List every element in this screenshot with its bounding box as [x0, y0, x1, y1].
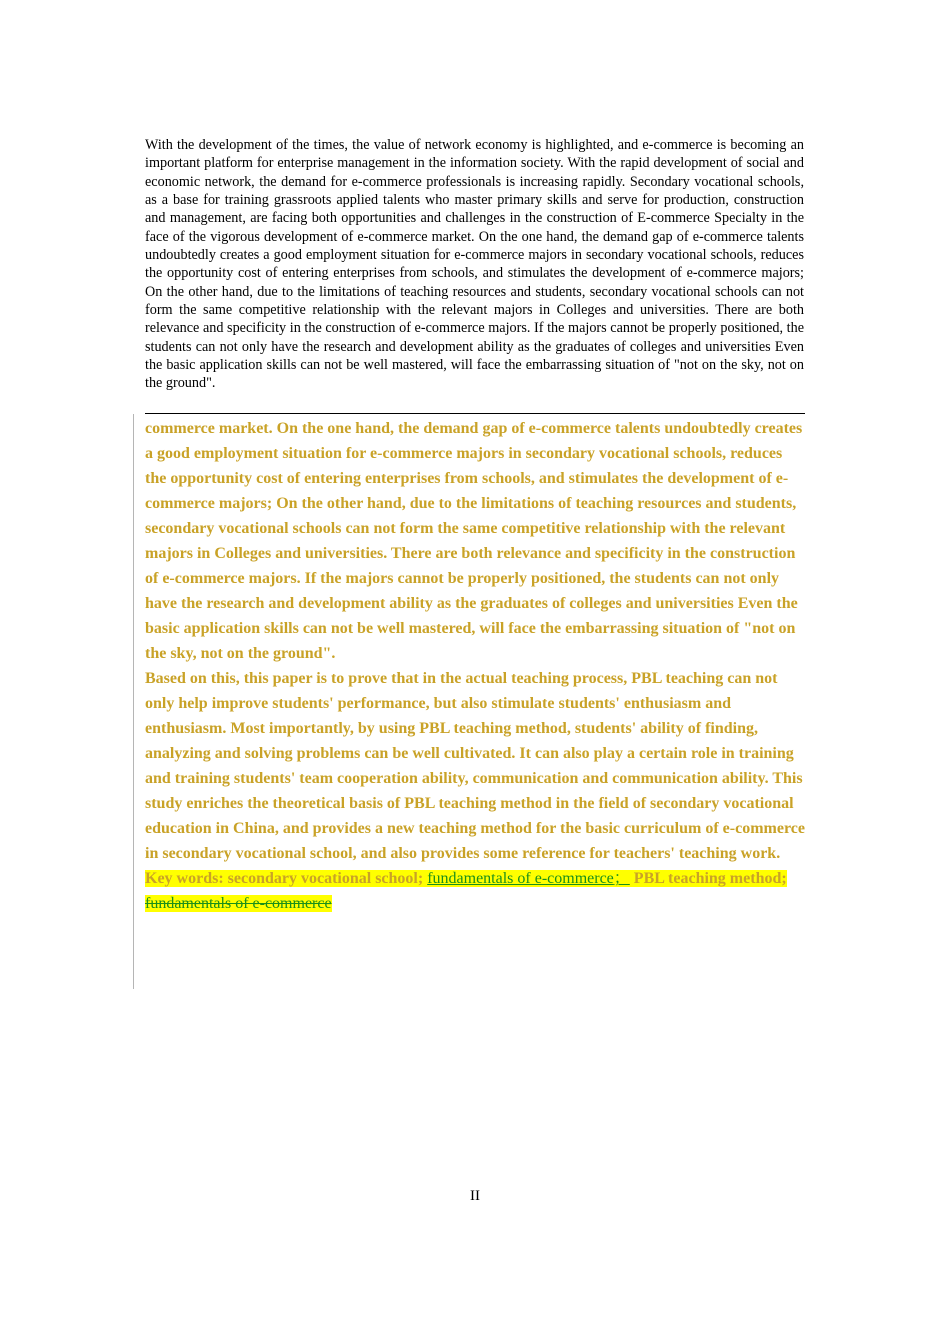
change-bar — [133, 414, 134, 989]
page-number: II — [470, 1188, 480, 1204]
tracked-paragraph-2: Based on this, this paper is to prove that in the actual teaching process, PBL teaching can not only help improve students' performance, but also stimulate students' enthusiasm and enthusiasm. Most importantly, by using PBL teaching method, students' ability of finding, analyzing and solving problems can be well cultivated. It can also play a certain role in training and training students' team cooperation ability, communication and communication ability. This study enriches the theoretical basis of PBL teaching method in the field of secondary vocational education in China, and provides a new teaching method for the basic curriculum of e-commerce in secondary vocational school, and also provides some reference for teachers' teaching work. — [145, 670, 805, 862]
abstract-paragraph: With the development of the times, the value of network economy is highlighted, and e-commerce is becoming an important platform for enterprise management in the information society. With the rapid development of social and economic network, the demand for e-commerce professionals is increasing rapidly. Secondary vocational schools, as a base for training grassroots applied talents who master primary skills and serve for production, construction and management, are facing both opportunities and challenges in the construction of E-commerce Specialty in the face of the vigorous development of e-commerce market. On the one hand, the demand gap of e-commerce talents undoubtedly creates a good employment situation for e-commerce majors in secondary vocational schools, reduces the opportunity cost of entering enterprises from schools, and stimulates the development of e-commerce majors; On the other hand, due to the limitations of teaching resources and students, secondary vocational schools can not form the same competitive relationship with the relevant majors in Colleges and universities. There are both relevance and specificity in the construction of e-commerce majors. If the majors cannot be properly positioned, the students can not only have the research and development ability as the graduates of colleges and universities Even the basic application skills can not be well mastered, will face the embarrassing situation of "not on the sky, not on the ground". — [145, 137, 804, 392]
tracked-paragraph-1: commerce market. On the one hand, the demand gap of e-commerce talents undoubtedly creates a good employment situation for e-commerce majors in secondary vocational schools, reduces the opportunity cost of entering enterprises from schools, and stimulates the development of e-commerce majors; On the other hand, due to the limitations of teaching resources and students, secondary vocational schools can not form the same competitive relationship with the relevant majors in Colleges and universities. There are both relevance and specificity in the construction of e-commerce majors. If the majors cannot be properly positioned, the students can not only have the research and development ability as the graduates of colleges and universities Even the basic application skills can not be well mastered, will face the embarrassing situation of "not on the sky, not on the ground". — [145, 420, 803, 662]
keywords-inserted-separator: ； — [613, 870, 630, 887]
keywords-inserted: fundamentals of e-commerce — [427, 870, 614, 887]
horizontal-rule — [145, 413, 805, 414]
keywords-after-insert: PBL teaching method; — [629, 870, 787, 887]
keywords-line — [145, 866, 805, 916]
keywords-prefix: Key words: secondary vocational school; — [145, 870, 428, 887]
tracked-changes-block — [145, 416, 805, 916]
keywords-deleted: fundamentals of e-commerce — [145, 895, 332, 912]
